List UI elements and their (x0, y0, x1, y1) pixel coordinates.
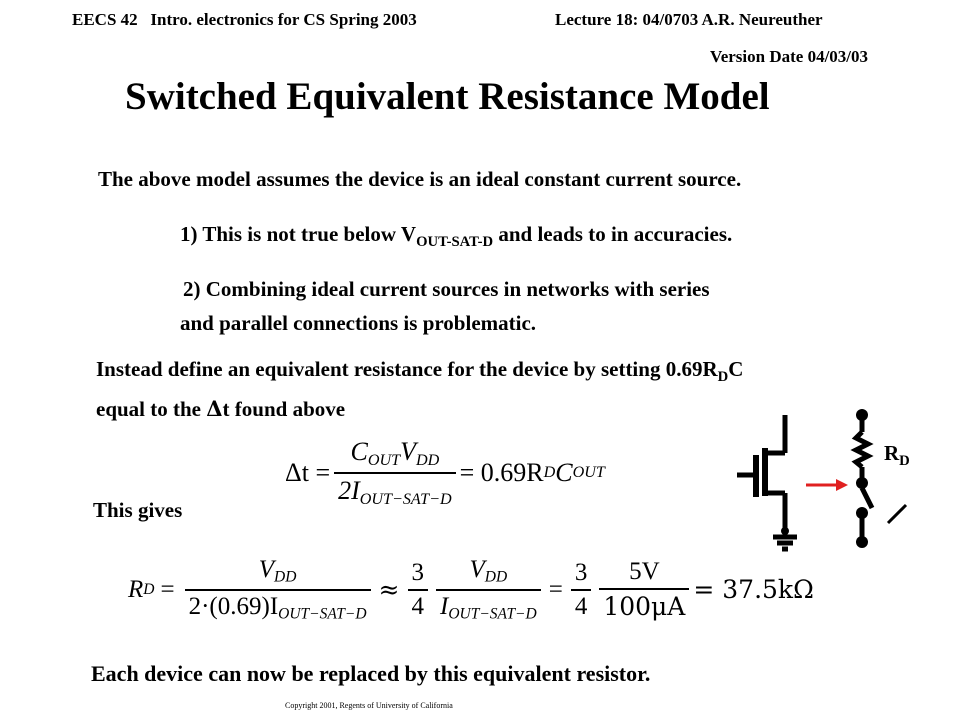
eq2-fraction-1 (185, 556, 371, 623)
eq2-f3-num (466, 556, 512, 589)
equation-delta-t (285, 437, 605, 509)
eq2-f4-den: 4 (571, 589, 592, 621)
equation-rd (128, 556, 814, 623)
point-one (180, 222, 732, 251)
eq1-num-v-sub: DD (415, 451, 440, 469)
eq2-f4-num: 3 (574, 558, 588, 586)
eq1-rhs: = 0.69R (459, 457, 544, 487)
instead-text: Instead define an equivalent resistance for the device by setting 0.69R (96, 357, 718, 381)
point-one-text: 1) This is not true below V (180, 222, 417, 246)
eq1-rhs-c: C (555, 457, 573, 487)
eq1-numerator (347, 437, 444, 472)
eq2-f3-num-sub: DD (484, 568, 508, 586)
header-course-title: Intro. electronics for CS Spring 2003 (150, 10, 417, 29)
eq1-rhs-c-sub: OUT (572, 463, 605, 481)
eq2-f3-den-i: I (440, 592, 449, 620)
eq2-f3-num-v: V (469, 556, 485, 583)
eq2-result: = 37.5kΩ (693, 575, 814, 605)
eq2-fraction-4 (571, 559, 592, 621)
eq2-f2-den: 4 (408, 589, 429, 621)
eq1-num-c-sub: OUT (367, 451, 401, 469)
point-two-line2: and parallel connections is problematic. (180, 311, 537, 335)
terminal-bottom-dot (856, 536, 868, 548)
instead-subscript: D (717, 369, 729, 386)
eq1-denominator (334, 472, 456, 509)
eq1-den-i: 2I (338, 475, 360, 505)
eq2-fraction-5 (599, 558, 689, 621)
eq2-f1-den (185, 589, 371, 624)
terminal-top-dot (856, 409, 868, 421)
resistor-label (884, 441, 910, 470)
eq2-f5-num: 5V (629, 558, 660, 586)
eq2-fraction-3 (436, 556, 541, 623)
eq1-den-sub: OUT−SAT−D (359, 490, 452, 508)
eq2-f3-den-sub: OUT−SAT−D (448, 605, 537, 623)
eq2-lhs-sub: D (143, 580, 155, 598)
this-gives-label: This gives (93, 498, 183, 522)
copyright-text: Copyright 2001, Regents of University of California (285, 701, 453, 710)
point-two-line1: 2) Combining ideal current sources in networks with series (183, 277, 710, 301)
delta-symbol: Δ (206, 396, 223, 421)
instead-line2-text: equal to the (96, 397, 207, 421)
slide-title: Switched Equivalent Resistance Model (125, 75, 770, 118)
header-course (72, 10, 417, 30)
point-one-text-end: and leads to in accuracies. (493, 222, 733, 246)
eq2-f2-num: 3 (411, 558, 424, 586)
eq2-f3-den (436, 589, 541, 624)
eq2-equals-2: = (548, 575, 563, 603)
eq2-f1-num-v: V (258, 556, 275, 583)
eq2-f1-den-text: 2·(0.69)I (188, 592, 279, 620)
intro-paragraph: The above model assumes the device is an ideal constant current source. (98, 167, 742, 191)
eq2-f1-num (255, 556, 301, 589)
eq2-lhs: R (128, 575, 144, 603)
transistor-terminal-dot (781, 527, 789, 535)
eq2-f5-den: 100μA (599, 588, 689, 621)
resistor-label-r: R (884, 441, 900, 465)
point-one-subscript: OUT-SAT-D (416, 234, 494, 251)
eq1-num-c: C (350, 437, 368, 466)
header-version: Version Date 04/03/03 (710, 47, 869, 66)
switch-lower-dot (856, 507, 868, 519)
instead-line2-end: t found above (222, 397, 346, 421)
eq1-fraction (334, 437, 456, 509)
replace-arrow-icon (806, 479, 848, 491)
header-lecture: Lecture 18: 04/0703 A.R. Neureuther (555, 10, 823, 29)
eq1-lhs: Δt = (285, 457, 331, 487)
switch-upper-dot (856, 477, 868, 489)
resistor-label-sub: D (899, 453, 910, 470)
eq2-f1-num-sub: DD (274, 568, 297, 586)
eq1-rhs-sub: D (543, 463, 556, 481)
circuit-diagram (725, 405, 925, 570)
eq2-approx: ≈ (378, 575, 400, 605)
header-course-code: EECS 42 (72, 10, 138, 29)
instead-line2 (96, 396, 345, 422)
eq2-f1-den-sub: OUT−SAT−D (278, 605, 367, 623)
eq2-fraction-2 (408, 559, 429, 621)
instead-text-end: C (728, 357, 744, 381)
instead-line1 (96, 357, 743, 386)
eq2-equals: = (160, 575, 175, 603)
eq1-num-v: V (400, 437, 416, 466)
conclusion-text: Each device can now be replaced by this equivalent resistor. (91, 661, 651, 686)
